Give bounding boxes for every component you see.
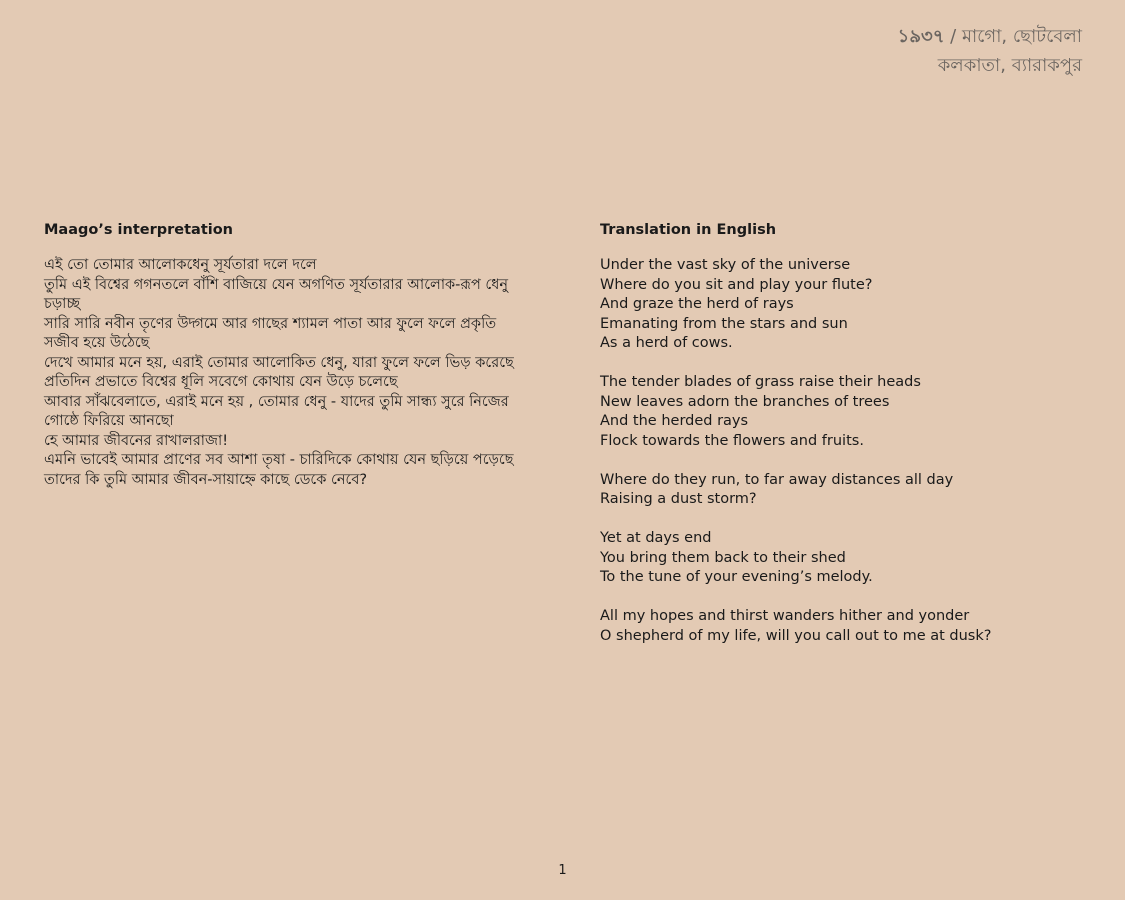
english-line: Emanating from the stars and sun: [600, 315, 848, 332]
english-line: Yet at days end: [600, 530, 712, 546]
page-header: [898, 22, 1082, 80]
english-line: Under the vast sky of the universe: [600, 257, 851, 273]
stanza: [600, 373, 1090, 451]
stanza: [600, 471, 1090, 510]
bengali-line: তুমি এই বিশ্বের গগনতলে বাঁশি বাজিয়ে যেন অগণিত সূর্যতারার আলোক-রূপ ধেনু চড়াচ্ছ: [44, 276, 509, 312]
english-line: New leaves adorn the branches of trees: [600, 393, 890, 410]
header-separator: /: [944, 26, 962, 47]
english-line: Raising a dust storm?: [600, 491, 757, 507]
stanza: [600, 529, 1090, 588]
english-line: Where do they run, to far away distances all day: [600, 471, 954, 488]
bengali-line: সারি সারি নবীন তৃণের উদ্গমে আর গাছের শ্যামল পাতা আর ফুলে ফলে প্রকৃতি সজীব হয়ে উঠেছে: [44, 315, 497, 351]
header-subtitle: মাগো, ছোটবেলা: [961, 26, 1082, 47]
english-line: As a herd of cows.: [600, 335, 733, 351]
header-year: ১৯৩৭: [897, 26, 945, 47]
bengali-line: প্রতিদিন প্রভাতে বিশ্বের ধূলি সবেগে কোথায় যেন উড়ে চলেছে: [44, 374, 398, 390]
bengali-line: এমনি ভাবেই আমার প্রাণের সব আশা তৃষা - চারিদিকে কোথায় যেন ছড়িয়ে পড়েছে: [44, 452, 514, 468]
bengali-line: আবার সাঁঝবেলাতে, এরাই মনে হয় , তোমার ধেনু - যাদের তুমি সান্ধ্য সুরে নিজের গোষ্ঠে ফিরিয়ে আনছো: [44, 393, 509, 429]
english-line: And the herded rays: [600, 413, 749, 429]
bengali-line: এই তো তোমার আলোকধেনু সূর্যতারা দলে দলে: [44, 257, 317, 273]
bengali-column: [44, 220, 529, 490]
bengali-line: তাদের কি তুমি আমার জীবন-সায়াহ্নে কাছে ডেকে নেবে?: [44, 471, 368, 488]
bengali-column-heading: Maago’s interpretation: [44, 222, 234, 238]
english-line: All my hopes and thirst wanders hither and yonder: [600, 608, 970, 624]
english-poem: [600, 256, 1090, 646]
english-column: [600, 220, 1090, 666]
english-line: To the tune of your evening’s melody.: [600, 569, 873, 585]
english-line: You bring them back to their shed: [600, 549, 846, 566]
stanza: [600, 256, 1090, 354]
header-location: কলকাতা, ব্যারাকপুর: [937, 55, 1082, 76]
english-line: Where do you sit and play your flute?: [600, 276, 873, 293]
bengali-poem: [44, 256, 529, 490]
header-title-line: [898, 22, 1082, 51]
english-line: Flock towards the flowers and fruits.: [600, 432, 864, 449]
stanza: [600, 607, 1090, 646]
english-column-heading: Translation in English: [600, 222, 777, 238]
english-line: And graze the herd of rays: [600, 296, 794, 312]
english-line: O shepherd of my life, will you call out to me at dusk?: [600, 627, 992, 644]
bengali-line: হে আমার জীবনের রাখালরাজা!: [44, 432, 229, 449]
bengali-line: দেখে আমার মনে হয়, এরাই তোমার আলোকিত ধেনু, যারা ফুলে ফলে ভিড় করেছে: [44, 354, 514, 371]
english-line: The tender blades of grass raise their heads: [600, 374, 921, 390]
page-number: 1: [558, 863, 567, 878]
